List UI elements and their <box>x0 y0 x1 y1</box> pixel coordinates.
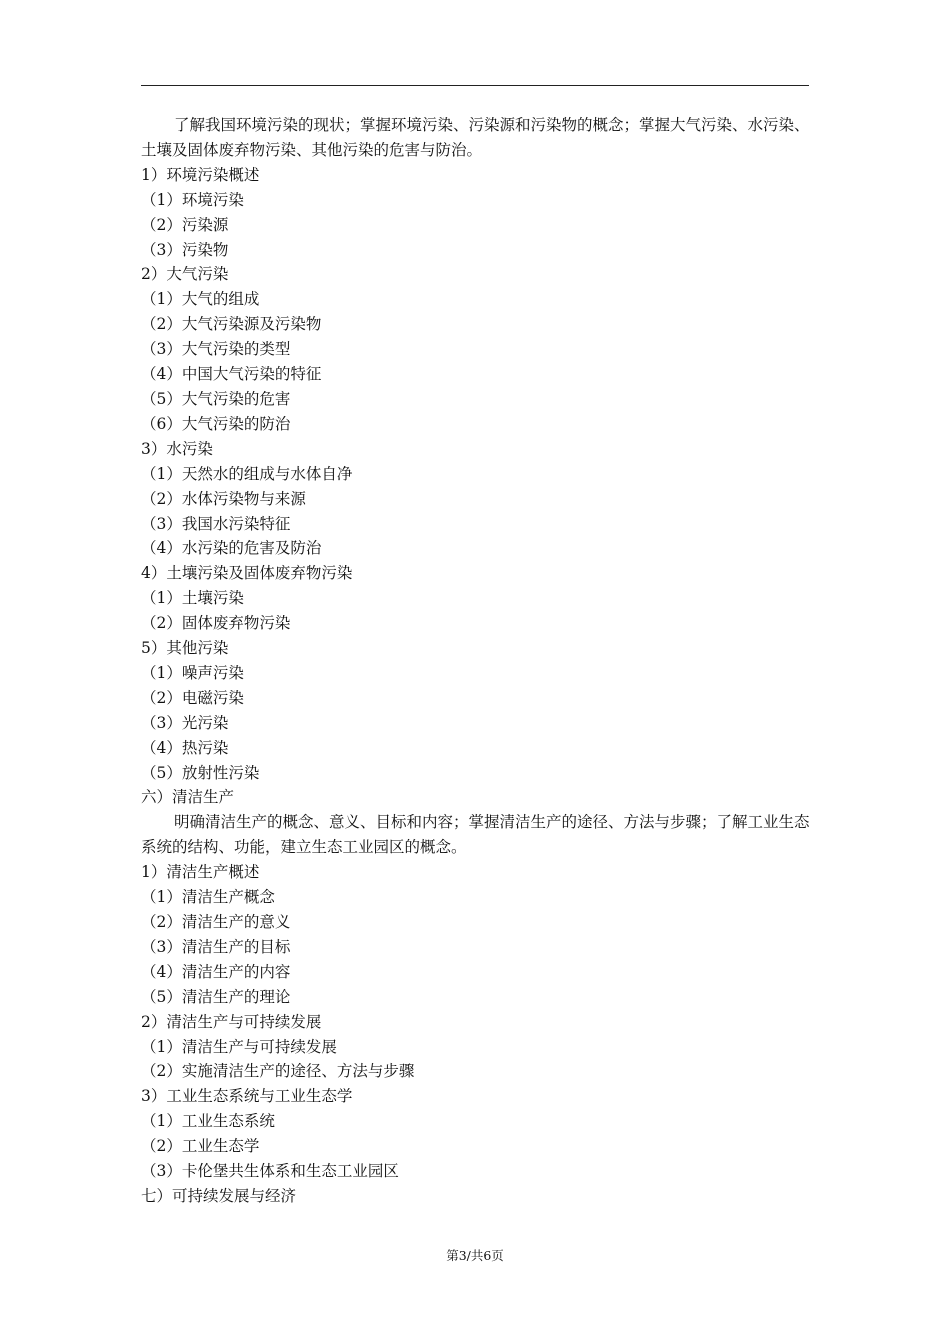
list-item: （6）大气污染的防治 <box>141 414 291 433</box>
list-item: （3）清洁生产的目标 <box>141 937 291 956</box>
list-item: （1）天然水的组成与水体自净 <box>141 464 353 483</box>
list-item: （5）清洁生产的理论 <box>141 987 291 1006</box>
subsection-heading: 4）土壤污染及固体废弃物污染 <box>141 564 353 583</box>
list-item: （2）大气污染源及污染物 <box>141 315 322 334</box>
list-item: （3）大气污染的类型 <box>141 340 291 359</box>
list-item: （2）工业生态学 <box>141 1137 260 1156</box>
list-item: （5）大气污染的危害 <box>141 389 291 408</box>
list-item: （1）噪声污染 <box>141 663 244 682</box>
section-intro-paragraph: 了解我国环境污染的现状；掌握环境污染、污染源和污染物的概念；掌握大气污染、水污染、土壤及固体废弃物污染、其他污染的危害与防治。 <box>141 116 810 159</box>
list-item: （1）工业生态系统 <box>141 1112 275 1131</box>
list-item: （2）水体污染物与来源 <box>141 489 306 508</box>
list-item: （1）环境污染 <box>141 190 244 209</box>
list-item: （2）电磁污染 <box>141 688 244 707</box>
header-rule <box>141 85 809 86</box>
page-number: 第3/共6页 <box>446 1248 504 1263</box>
list-item: （3）卡伦堡共生体系和生态工业园区 <box>141 1162 399 1181</box>
subsection-heading: 5）其他污染 <box>141 639 229 658</box>
list-item: （2）实施清洁生产的途径、方法与步骤 <box>141 1062 415 1081</box>
list-item: （3）光污染 <box>141 713 229 732</box>
list-item: （5）放射性污染 <box>141 763 260 782</box>
page-footer <box>0 1248 950 1264</box>
subsection-heading: 2）清洁生产与可持续发展 <box>141 1012 322 1031</box>
list-item: （4）热污染 <box>141 738 229 757</box>
list-item: （4）中国大气污染的特征 <box>141 365 322 384</box>
list-item: （1）清洁生产概念 <box>141 888 275 907</box>
subsection-heading: 3）工业生态系统与工业生态学 <box>141 1087 353 1106</box>
list-item: （1）清洁生产与可持续发展 <box>141 1037 337 1056</box>
subsection-heading: 1）清洁生产概述 <box>141 863 260 882</box>
subsection-heading: 3）水污染 <box>141 439 213 458</box>
list-item: （3）污染物 <box>141 240 229 259</box>
document-body <box>141 113 811 1209</box>
section-intro-paragraph: 明确清洁生产的概念、意义、目标和内容；掌握清洁生产的途径、方法与步骤；了解工业生态系统的结构、功能，建立生态工业园区的概念。 <box>141 813 810 857</box>
list-item: （2）清洁生产的意义 <box>141 913 291 931</box>
subsection-heading: 1）环境污染概述 <box>141 165 260 184</box>
list-item: （4）清洁生产的内容 <box>141 962 291 981</box>
list-item: （2）污染源 <box>141 215 229 234</box>
list-item: （1）大气的组成 <box>141 290 260 309</box>
list-item: （1）土壤污染 <box>141 589 244 608</box>
list-item: （3）我国水污染特征 <box>141 514 291 533</box>
subsection-heading: 2）大气污染 <box>141 265 229 284</box>
list-item: （2）固体废弃物污染 <box>141 614 291 633</box>
section-heading: 七）可持续发展与经济 <box>141 1186 297 1205</box>
list-item: （4）水污染的危害及防治 <box>141 539 322 558</box>
section-heading: 六）清洁生产 <box>141 788 235 807</box>
